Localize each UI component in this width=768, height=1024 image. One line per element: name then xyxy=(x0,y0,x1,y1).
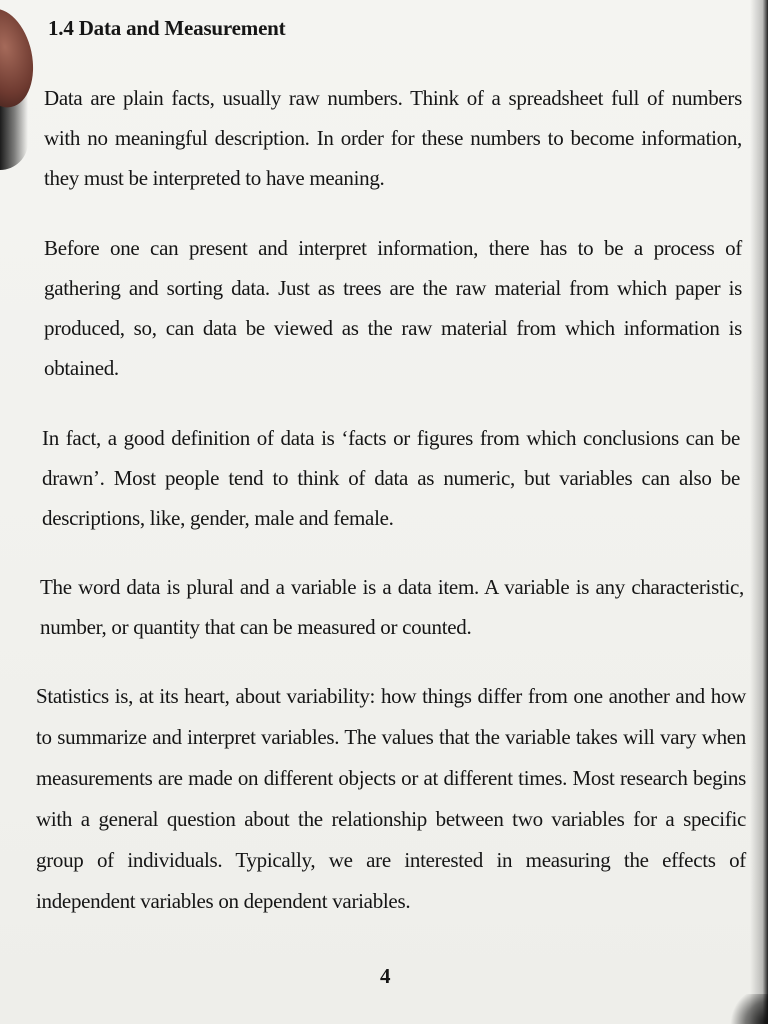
paragraph-data-definition: Data are plain facts, usually raw numbers. Think of a spreadsheet full of numbers with no meaningful description. In order for these numbers to become information, they must be interpreted to have meaning. xyxy=(44,86,742,190)
finger-photo-artifact xyxy=(0,3,42,114)
paragraph-statistics-variability: Statistics is, at its heart, about variability: how things differ from one another and how to summarize and interpret variables. The values that the variable takes will vary when measurements are made on different objects or at different times. Most research begins with a general question about the relationship between two variables for a specific group of individuals. Typically, we are interested in measuring the effects of independent variables on dependent variables. xyxy=(36,684,746,913)
page-number: 4 xyxy=(380,964,391,988)
page-edge-shadow xyxy=(750,0,768,1024)
section-heading: 1.4 Data and Measurement xyxy=(48,16,286,40)
paragraph-gathering-data: Before one can present and interpret information, there has to be a process of gathering and sorting data. Just as trees are the raw material from which paper is produced, so, can data be viewed as the raw material from which information is obtained. xyxy=(44,236,742,380)
page-corner-shadow xyxy=(728,994,768,1024)
paragraph-facts-or-figures: In fact, a good definition of data is ‘facts or figures from which conclusions can be drawn’. Most people tend to think of data as numeric, but variables can also be descriptions, like, gender, male and female. xyxy=(42,426,740,530)
paragraph-variable: The word data is plural and a variable is a data item. A variable is any characteristic, number, or quantity that can be measured or counted. xyxy=(40,575,744,639)
